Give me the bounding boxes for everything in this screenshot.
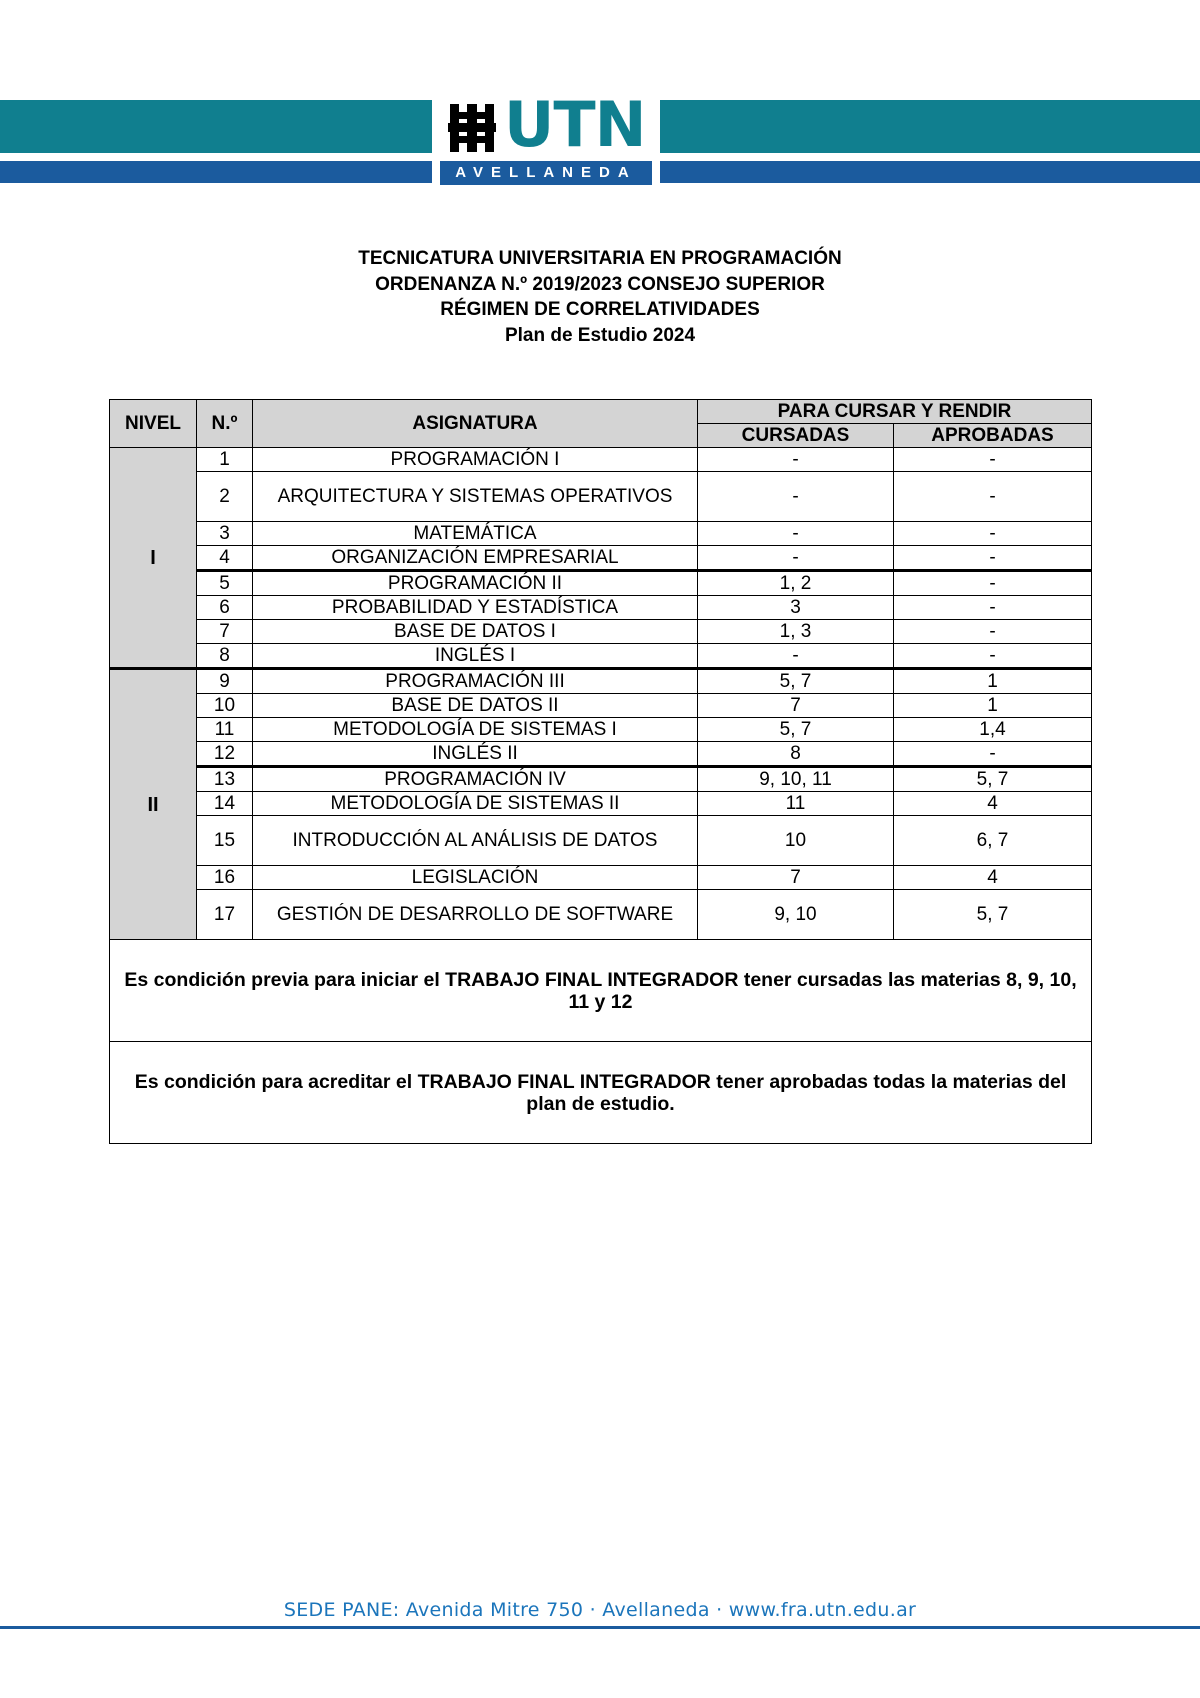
utn-logo [440,88,652,186]
row-number: 1 [197,448,253,472]
table-row [110,694,1092,718]
row-cursadas: 3 [698,596,894,620]
row-aprobadas: - [894,596,1092,620]
table-row [110,742,1092,767]
header-banner [0,88,1200,186]
footer-address: SEDE PANE: Avenida Mitre 750 · Avellaneda · www.fra.utn.edu.ar [283,1599,917,1621]
title-line-4: Plan de Estudio 2024 [504,324,696,346]
title-line-2: ORDENANZA N.º 2019/2023 CONSEJO SUPERIOR [375,273,825,295]
note-trabajo-final-previa: Es condición previa para iniciar el TRABAJO FINAL INTEGRADOR tener cursadas las materias 8, 9, 10, 11 y 12 [110,940,1092,1042]
row-asignatura: GESTIÓN DE DESARROLLO DE SOFTWARE [253,890,698,940]
row-aprobadas: - [894,546,1092,571]
row-asignatura: PROGRAMACIÓN I [253,448,698,472]
row-aprobadas: 4 [894,792,1092,816]
table-row [110,620,1092,644]
footer-divider [0,1626,1200,1629]
header-para-cursar: PARA CURSAR Y RENDIR [698,400,1092,424]
row-asignatura: INTRODUCCIÓN AL ANÁLISIS DE DATOS [253,816,698,866]
row-aprobadas: - [894,472,1092,522]
row-asignatura: MATEMÁTICA [253,522,698,546]
row-aprobadas: - [894,448,1092,472]
table-row [110,472,1092,522]
row-asignatura: PROBABILIDAD Y ESTADÍSTICA [253,596,698,620]
banner-teal-band-left [0,100,432,153]
row-number: 9 [197,669,253,694]
row-cursadas: 1, 2 [698,571,894,596]
nivel-cell: II [110,669,197,940]
table-row [110,816,1092,866]
note-row [110,1042,1092,1144]
table-row [110,767,1092,792]
row-aprobadas: 1 [894,669,1092,694]
row-cursadas: - [698,472,894,522]
header-asignatura: ASIGNATURA [253,400,698,448]
row-cursadas: - [698,448,894,472]
header-cursadas: CURSADAS [698,424,894,448]
note-trabajo-final-acreditar: Es condición para acreditar el TRABAJO FINAL INTEGRADOR tener aprobadas todas la materias del plan de estudio. [110,1042,1092,1144]
row-asignatura: PROGRAMACIÓN IV [253,767,698,792]
row-asignatura: ORGANIZACIÓN EMPRESARIAL [253,546,698,571]
row-number: 17 [197,890,253,940]
table-row [110,669,1092,694]
row-aprobadas: 1 [894,694,1092,718]
row-number: 6 [197,596,253,620]
row-cursadas: - [698,522,894,546]
table-row [110,448,1092,472]
row-aprobadas: - [894,742,1092,767]
correlatividades-table [109,399,1092,1144]
row-asignatura: LEGISLACIÓN [253,866,698,890]
row-asignatura: INGLÉS I [253,644,698,669]
banner-teal-band-right [660,100,1200,153]
row-number: 13 [197,767,253,792]
row-number: 3 [197,522,253,546]
row-number: 15 [197,816,253,866]
row-asignatura: ARQUITECTURA Y SISTEMAS OPERATIVOS [253,472,698,522]
document-titles [0,246,1200,348]
row-cursadas: 9, 10, 11 [698,767,894,792]
table-row [110,522,1092,546]
row-cursadas: 5, 7 [698,718,894,742]
row-aprobadas: - [894,571,1092,596]
row-aprobadas: - [894,522,1092,546]
row-asignatura: METODOLOGÍA DE SISTEMAS I [253,718,698,742]
table-row [110,718,1092,742]
row-number: 11 [197,718,253,742]
nivel-cell: I [110,448,197,669]
row-aprobadas: 5, 7 [894,767,1092,792]
row-asignatura: BASE DE DATOS II [253,694,698,718]
row-cursadas: - [698,546,894,571]
row-asignatura: PROGRAMACIÓN II [253,571,698,596]
row-cursadas: 7 [698,866,894,890]
row-cursadas: 11 [698,792,894,816]
row-cursadas: - [698,644,894,669]
row-number: 4 [197,546,253,571]
table-row [110,596,1092,620]
row-aprobadas: 6, 7 [894,816,1092,866]
row-asignatura: BASE DE DATOS I [253,620,698,644]
row-number: 2 [197,472,253,522]
banner-blue-band-right [660,161,1200,183]
table-row [110,890,1092,940]
table-row [110,546,1092,571]
row-aprobadas: - [894,644,1092,669]
row-asignatura: METODOLOGÍA DE SISTEMAS II [253,792,698,816]
row-asignatura: INGLÉS II [253,742,698,767]
banner-blue-band-left [0,161,432,183]
row-number: 14 [197,792,253,816]
table-row [110,792,1092,816]
header-nivel: NIVEL [110,400,197,448]
row-number: 7 [197,620,253,644]
row-cursadas: 7 [698,694,894,718]
note-row [110,940,1092,1042]
row-number: 10 [197,694,253,718]
row-number: 16 [197,866,253,890]
header-numero: N.º [197,400,253,448]
row-cursadas: 5, 7 [698,669,894,694]
logo-subtitle: AVELLANEDA [440,161,652,185]
title-line-3: RÉGIMEN DE CORRELATIVIDADES [440,299,760,320]
row-number: 12 [197,742,253,767]
header-aprobadas: APROBADAS [894,424,1092,448]
title-line-1: TECNICATURA UNIVERSITARIA EN PROGRAMACIÓN [358,248,842,269]
row-cursadas: 9, 10 [698,890,894,940]
table-row [110,866,1092,890]
row-aprobadas: - [894,620,1092,644]
row-asignatura: PROGRAMACIÓN III [253,669,698,694]
logo-text: UTN [504,88,646,161]
row-number: 5 [197,571,253,596]
row-number: 8 [197,644,253,669]
row-aprobadas: 5, 7 [894,890,1092,940]
row-cursadas: 1, 3 [698,620,894,644]
row-aprobadas: 1,4 [894,718,1092,742]
table-row [110,644,1092,669]
row-cursadas: 8 [698,742,894,767]
row-aprobadas: 4 [894,866,1092,890]
table-row [110,571,1092,596]
utn-emblem-icon [446,102,498,154]
row-cursadas: 10 [698,816,894,866]
